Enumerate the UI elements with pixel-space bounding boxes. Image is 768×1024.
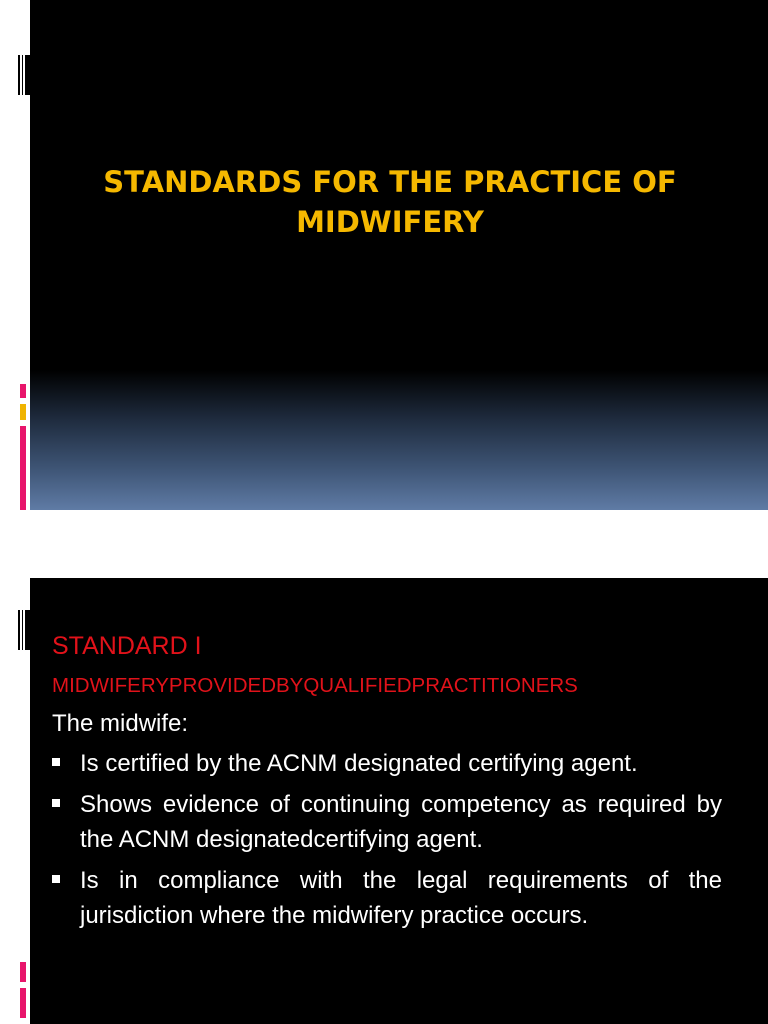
slide-1 bbox=[0, 0, 768, 510]
standard-subtitle: MIDWIFERYPROVIDEDBYQUALIFIEDPRACTITIONERS bbox=[52, 674, 578, 697]
pink-stripe-decoration bbox=[20, 384, 26, 398]
list-item bbox=[52, 787, 722, 857]
gold-stripe-decoration bbox=[20, 404, 26, 420]
intro-text: The midwife: bbox=[52, 710, 189, 737]
barcode-decoration bbox=[18, 610, 30, 650]
pink-stripe-decoration bbox=[20, 962, 26, 982]
slide-body bbox=[52, 626, 722, 939]
list-item bbox=[52, 863, 722, 933]
pink-stripe-decoration bbox=[20, 426, 26, 510]
slide-title: STANDARDS FOR THE PRACTICE OF MIDWIFERY bbox=[103, 165, 677, 239]
bullet-text: Is in compliance with the legal requirements of the jurisdiction where the midwifery practice occurs. bbox=[80, 867, 722, 929]
square-bullet-icon bbox=[52, 799, 60, 807]
bullet-list bbox=[52, 746, 722, 933]
barcode-decoration bbox=[18, 55, 30, 95]
standard-title: STANDARD I bbox=[52, 632, 202, 660]
list-item bbox=[52, 746, 722, 781]
square-bullet-icon bbox=[52, 875, 60, 883]
pink-stripe-decoration bbox=[20, 988, 26, 1018]
square-bullet-icon bbox=[52, 758, 60, 766]
slide-2 bbox=[0, 578, 768, 1024]
bullet-text: Shows evidence of continuing competency as required by the ACNM designatedcertifying agent. bbox=[80, 791, 722, 853]
bullet-text: Is certified by the ACNM designated certifying agent. bbox=[80, 750, 638, 777]
